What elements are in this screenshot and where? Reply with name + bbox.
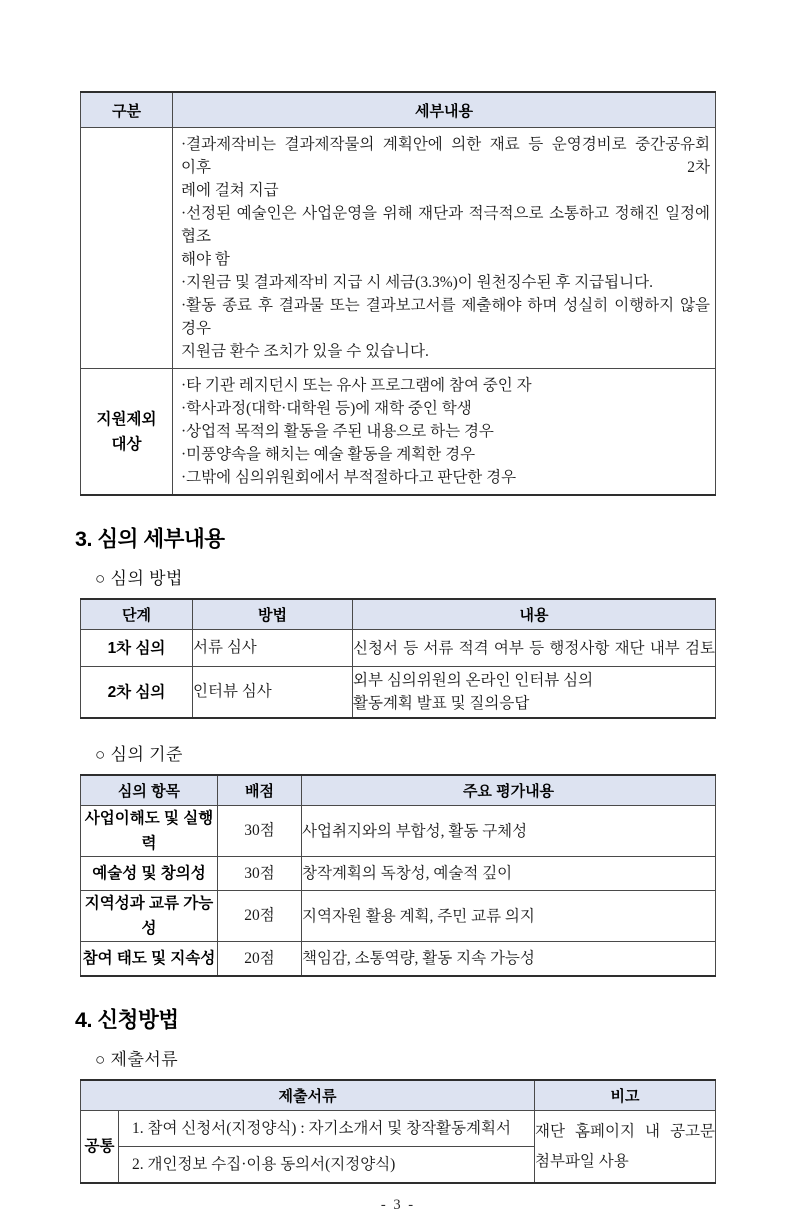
section-title-review: 3. 심의 세부내용 <box>75 527 225 551</box>
method-cell: 인터뷰 심사 <box>193 667 353 719</box>
row-label-empty <box>81 128 173 369</box>
payment-detail-lines <box>173 128 715 368</box>
body-line: ·활동 종료 후 결과물 또는 결과보고서를 제출해야 하며 성실히 이행하지 않을 경우 <box>181 297 710 337</box>
support-details-row-payment <box>81 128 716 369</box>
submission-header-row <box>81 1080 716 1111</box>
body-line: 례에 걸쳐 지급 <box>181 182 279 199</box>
support-details-table <box>80 91 716 496</box>
header-cell-method: 방법 <box>193 599 353 630</box>
criteria-desc-cell: 창작계획의 독창성, 예술적 깊이 <box>302 857 716 891</box>
header-cell-note: 비고 <box>535 1080 716 1111</box>
body-line: 지원금 환수 조치가 있을 수 있습니다. <box>181 343 429 360</box>
note-cell <box>535 1111 716 1184</box>
stage-cell: 1차 심의 <box>81 630 193 667</box>
exclusion-row-label: 지원제외 대상 <box>96 410 157 453</box>
criteria-row <box>81 891 716 942</box>
body-line: ·결과제작비는 결과제작물의 계획안에 의한 재료 등 운영경비로 중간공유회 이후 2차 <box>181 136 710 176</box>
content-line: 활동계획 발표 및 질의응답 <box>353 695 530 712</box>
body-line: ·미풍양속을 해치는 예술 활동을 계획한 경우 <box>181 446 476 463</box>
header-cell-details: 세부내용 <box>173 92 716 128</box>
body-line: ·그밖에 심의위원회에서 부적절하다고 판단한 경우 <box>181 469 517 486</box>
document-item-cell: 2. 개인정보 수집·이용 동의서(지정양식) <box>119 1147 535 1184</box>
criteria-score-cell: 30점 <box>218 806 302 857</box>
header-cell-evaluation: 주요 평가내용 <box>302 775 716 806</box>
submission-row-1 <box>81 1111 716 1147</box>
support-details-row-exclusion <box>81 369 716 496</box>
review-criteria-rows <box>81 806 716 977</box>
document-item-cell: 1. 참여 신청서(지정양식) : 자기소개서 및 창작활동계획서 <box>119 1111 535 1147</box>
criteria-desc-cell: 책임감, 소통역량, 활동 지속 가능성 <box>302 942 716 977</box>
header-cell-category: 구분 <box>81 92 173 128</box>
sub-label-review-method: ○ 심의 방법 <box>95 569 183 588</box>
exclusion-detail-lines <box>173 369 715 494</box>
body-line: ·상업적 목적의 활동을 주된 내용으로 하는 경우 <box>181 423 494 440</box>
criteria-item-cell: 참여 태도 및 지속성 <box>81 942 218 977</box>
header-cell-content: 내용 <box>353 599 716 630</box>
header-cell-score: 배점 <box>218 775 302 806</box>
criteria-desc-cell: 사업취지와의 부합성, 활동 구체성 <box>302 806 716 857</box>
criteria-row <box>81 857 716 891</box>
body-line: ·지원금 및 결과제작비 지급 시 세금(3.3%)이 원천징수된 후 지급됩니다. <box>181 274 653 291</box>
content-cell: 신청서 등 서류 적격 여부 등 행정사항 재단 내부 검토 <box>353 630 716 667</box>
sub-label-submission-docs: ○ 제출서류 <box>95 1050 179 1069</box>
sub-label-review-criteria: ○ 심의 기준 <box>95 745 183 764</box>
criteria-desc-cell: 지역자원 활용 계획, 주민 교류 의지 <box>302 891 716 942</box>
review-criteria-header-row <box>81 775 716 806</box>
note-line: 첨부파일 사용 <box>535 1152 629 1170</box>
stage-cell: 2차 심의 <box>81 667 193 719</box>
support-details-header-row <box>81 92 716 128</box>
review-method-table <box>80 598 716 719</box>
body-line: 해야 함 <box>181 251 230 268</box>
criteria-score-cell: 20점 <box>218 942 302 977</box>
criteria-score-cell: 20점 <box>218 891 302 942</box>
review-criteria-table <box>80 774 716 977</box>
criteria-item-cell: 지역성과 교류 가능성 <box>81 891 218 942</box>
body-line: ·타 기관 레지던시 또는 유사 프로그램에 참여 중인 자 <box>181 377 532 394</box>
body-line: ·학사과정(대학·대학원 등)에 재학 중인 학생 <box>181 400 472 417</box>
content-cell <box>353 667 716 719</box>
group-label-cell: 공통 <box>81 1111 119 1184</box>
criteria-row <box>81 942 716 977</box>
criteria-item-cell: 예술성 및 창의성 <box>81 857 218 891</box>
body-line: ·선정된 예술인은 사업운영을 위해 재단과 적극적으로 소통하고 정해진 일정에 협조 <box>181 205 710 245</box>
criteria-item-cell: 사업이해도 및 실행력 <box>81 806 218 857</box>
method-cell: 서류 심사 <box>193 630 353 667</box>
header-cell-item: 심의 항목 <box>81 775 218 806</box>
header-cell-documents: 제출서류 <box>81 1080 535 1111</box>
page-number: - 3 - <box>380 1197 416 1213</box>
note-line: 재단 홈페이지 내 공고문 <box>535 1122 715 1140</box>
review-method-header-row <box>81 599 716 630</box>
section-title-application: 4. 신청방법 <box>75 1008 179 1032</box>
criteria-score-cell: 30점 <box>218 857 302 891</box>
review-method-row-2 <box>81 667 716 719</box>
criteria-row <box>81 806 716 857</box>
submission-documents-table <box>80 1079 716 1184</box>
content-line: 외부 심의위원의 온라인 인터뷰 심의 <box>353 672 594 689</box>
header-cell-stage: 단계 <box>81 599 193 630</box>
review-method-row-1 <box>81 630 716 667</box>
